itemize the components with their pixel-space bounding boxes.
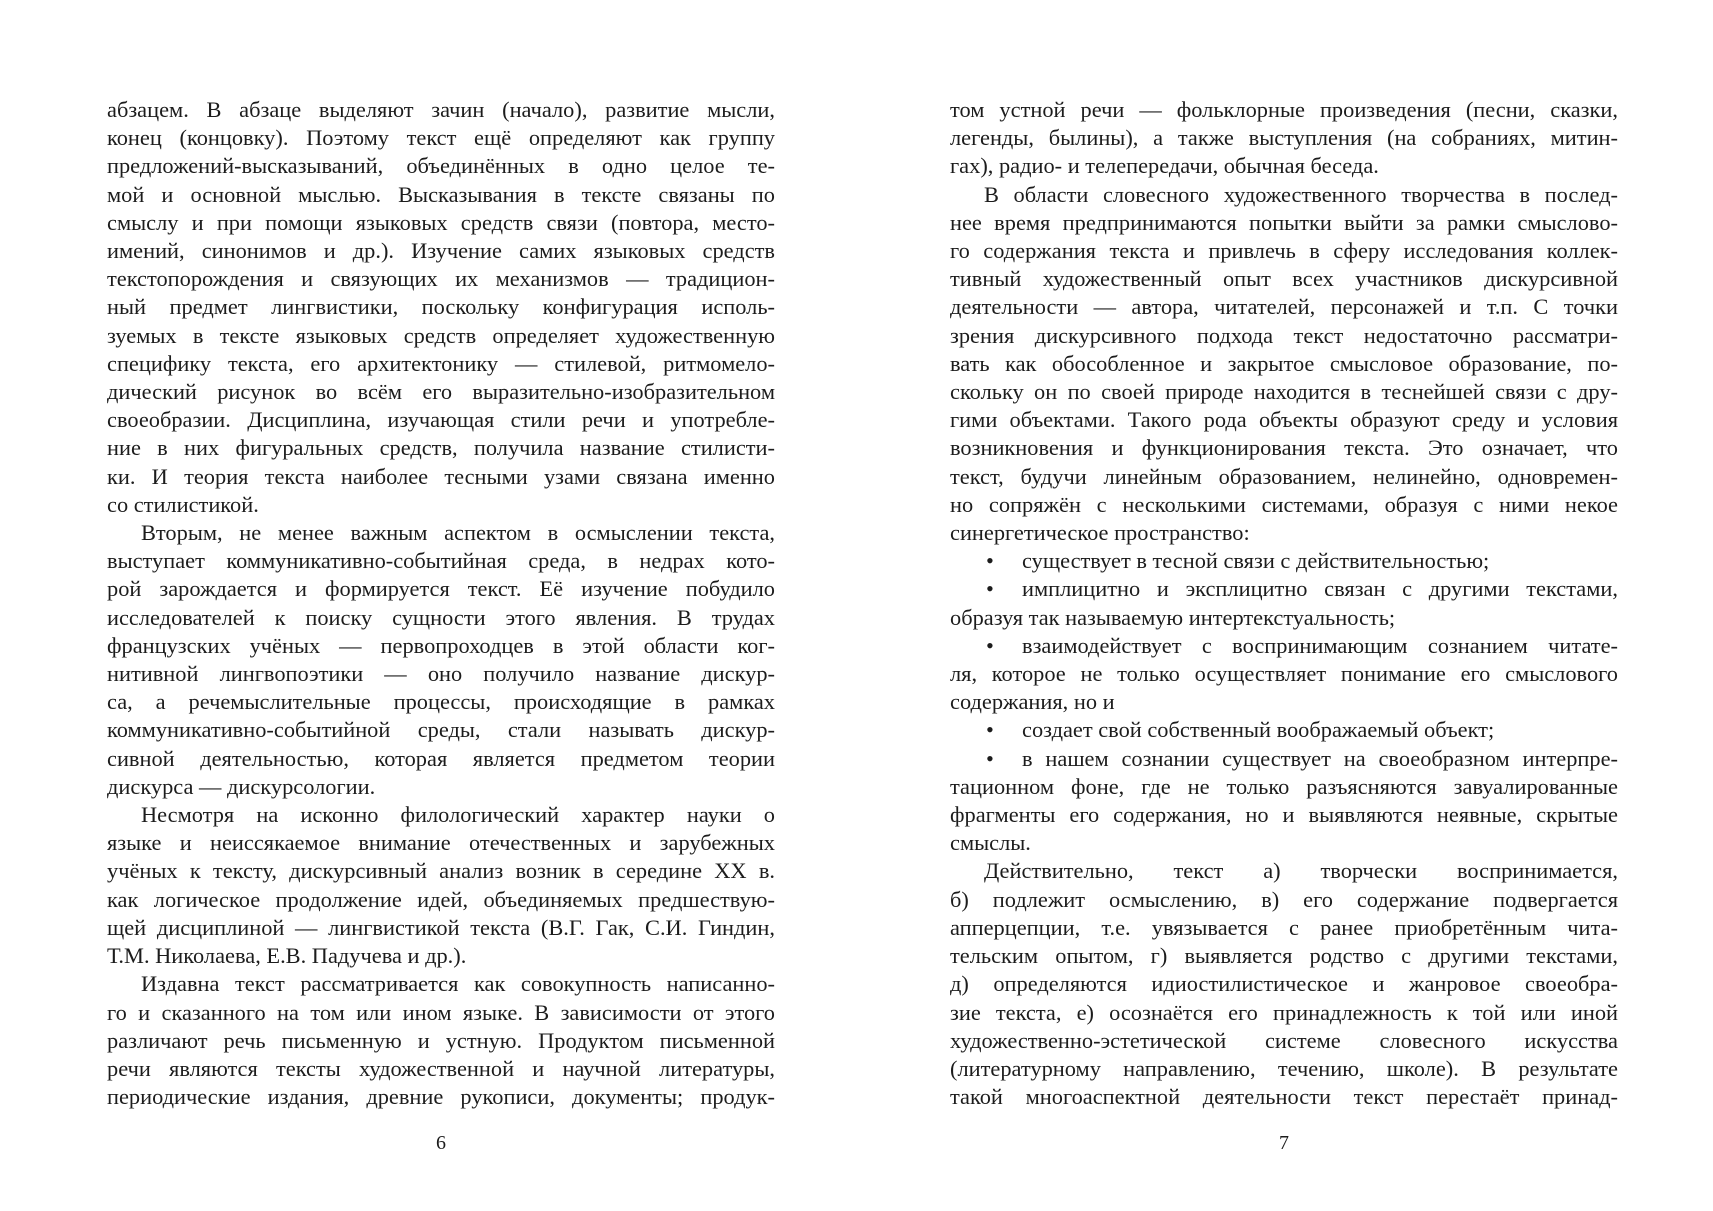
text-line: Действительно, текст а) творчески воспринимается, <box>984 858 1618 884</box>
text-line: скольку он по своей природе находится в теснейшей связи с дру- <box>950 379 1618 405</box>
text-line: В области словесного художественного творчества в послед- <box>984 181 1618 207</box>
text-line: своеобразии. Дисциплина, изучающая стили речи и употребле- <box>107 407 775 433</box>
text-line <box>950 745 1618 773</box>
text-line: легенды, былины), а также выступления (на собраниях, митин- <box>950 125 1618 151</box>
bullet-text: имплицитно и эксплицитно связан с другими текстами, <box>1022 576 1618 602</box>
text-line: го содержания текста и привлечь в сферу исследования коллек- <box>950 238 1618 264</box>
text-line: апперцепции, т.е. увязывается с ранее приобретённым чита- <box>950 914 1618 940</box>
text-line: предложений-высказываний, объединённых в одно целое те- <box>107 153 775 179</box>
text-line: исследователей к поиску сущности этого явления. В трудах <box>107 604 775 630</box>
bullet-text: создает свой собственный воображаемый объект; <box>1022 717 1495 743</box>
text-line: смыслу и при помощи языковых средств связи (повтора, место- <box>107 209 775 235</box>
text-line: выступает коммуникативно-событийная среда, в недрах кото- <box>107 548 775 574</box>
text-line: сивной деятельностью, которая является предметом теории <box>107 745 775 771</box>
text-line: тивный художественный опыт всех участников дискурсивной <box>950 266 1618 292</box>
text-line: со стилистикой. <box>107 491 259 517</box>
text-line: Вторым, не менее важным аспектом в осмыслении текста, <box>141 520 775 546</box>
text-line: такой многоаспектной деятельности текст перестаёт принад- <box>950 1084 1618 1110</box>
text-line: периодические издания, древние рукописи, документы; продук- <box>107 1084 775 1110</box>
paragraph <box>950 857 1618 1111</box>
text-line: тационном фоне, где не только разъясняются завуалированные <box>950 773 1618 799</box>
text-line: коммуникативно-событийной среды, стали называть дискур- <box>107 717 775 743</box>
text-line: фрагменты его содержания, но и выявляются неявные, скрытые <box>950 802 1618 828</box>
text-line: дический рисунок во всём его выразительно-изобразительном <box>107 379 775 405</box>
bullet-text: взаимодействует с воспринимающим сознанием читате- <box>1022 632 1618 658</box>
bullet-text: в нашем сознании существует на своеобразном интерпре- <box>1022 745 1618 771</box>
text-line: ки. И теория текста наиболее тесными узами связана именно <box>107 463 775 489</box>
bullet-item <box>950 575 1618 631</box>
text-line: нее время предпринимаются попытки выйти за рамки смыслово- <box>950 209 1618 235</box>
text-line <box>950 547 1618 575</box>
paragraph <box>107 519 775 801</box>
text-line: возникновения и функционирования текста. Это означает, что <box>950 435 1618 461</box>
bullet-icon: • <box>986 576 994 602</box>
bullet-icon: • <box>986 548 994 574</box>
text-line: д) определяются идиостилистическое и жанровое своеобра- <box>950 971 1618 997</box>
text-line: (литературному направлению, течению, школе). В результате <box>950 1055 1618 1081</box>
text-line: зие текста, е) осознаётся его принадлежность к той или иной <box>950 999 1618 1025</box>
left-page-body <box>107 96 775 1111</box>
text-line: образуя так называемую интертекстуальность; <box>950 604 1396 630</box>
text-line <box>950 716 1618 744</box>
text-line: Несмотря на исконно филологический характер науки о <box>141 802 775 828</box>
bullet-icon: • <box>986 632 994 658</box>
text-line: гими объектами. Такого рода объекты образуют среду и условия <box>950 407 1618 433</box>
text-line: ля, которое не только осуществляет понимание его смыслового <box>950 661 1618 687</box>
text-line: нитивной лингвопоэтики — оно получило название дискур- <box>107 661 775 687</box>
text-line: са, а речемыслительные процессы, происходящие в рамках <box>107 689 775 715</box>
page-number-left: 6 <box>436 1132 446 1154</box>
text-line: языке и неиссякаемое внимание отечественных и зарубежных <box>107 830 775 856</box>
text-line: тельским опытом, г) выявляется родство с другими текстами, <box>950 943 1618 969</box>
text-line: ние в них фигуральных средств, получила название стилисти- <box>107 435 775 461</box>
text-line <box>950 632 1618 660</box>
bullet-item <box>950 632 1618 717</box>
paragraph <box>107 801 775 970</box>
text-line: Издавна текст рассматривается как совокупность написанно- <box>141 971 775 997</box>
text-line <box>950 575 1618 603</box>
text-line: гах), радио- и телепередачи, обычная беседа. <box>950 153 1379 179</box>
paragraph <box>950 96 1618 181</box>
text-line: как логическое продолжение идей, объединяемых предшествую- <box>107 886 775 912</box>
text-line: зуемых в тексте языковых средств определяет художественную <box>107 322 775 348</box>
page-number-right: 7 <box>1279 1132 1289 1154</box>
text-line: го и сказанного на том или ином языке. В зависимости от этого <box>107 999 775 1025</box>
paragraph <box>950 181 1618 548</box>
text-line: художественно-эстетической системе словесного искусства <box>950 1027 1618 1053</box>
text-line: синергетическое пространство: <box>950 520 1250 546</box>
text-line: щей дисциплиной — лингвистикой текста (В.Г. Гак, С.И. Гиндин, <box>107 914 775 940</box>
bullet-icon: • <box>986 745 994 771</box>
text-line: рой зарождается и формируется текст. Её изучение побудило <box>107 576 775 602</box>
text-line: мой и основной мыслью. Высказывания в тексте связаны по <box>107 181 775 207</box>
text-line: смыслы. <box>950 830 1031 856</box>
text-line: речи являются тексты художественной и научной литературы, <box>107 1055 775 1081</box>
text-line: вать как обособленное и закрытое смысловое образование, по- <box>950 350 1618 376</box>
bullet-text: существует в тесной связи с действительностью; <box>1022 548 1490 574</box>
text-line: французских учёных — первопроходцев в этой области ког- <box>107 632 775 658</box>
paragraph <box>107 96 775 519</box>
text-line: абзацем. В абзаце выделяют зачин (начало), развитие мысли, <box>107 97 775 122</box>
bullet-icon: • <box>986 717 994 743</box>
text-line: деятельности — автора, читателей, персонажей и т.п. С точки <box>950 294 1618 320</box>
text-line: учёных к тексту, дискурсивный анализ возник в середине XX в. <box>107 858 775 884</box>
text-line: различают речь письменную и устную. Продуктом письменной <box>107 1027 775 1053</box>
text-line: том устной речи — фольклорные произведения (песни, сказки, <box>950 97 1618 122</box>
text-line: Т.М. Николаева, Е.В. Падучева и др.). <box>107 943 467 969</box>
right-page-body <box>950 96 1618 1111</box>
text-line: б) подлежит осмыслению, в) его содержание подвергается <box>950 886 1618 912</box>
bullet-item <box>950 745 1618 858</box>
text-line: зрения дискурсивного подхода текст недостаточно рассматри- <box>950 322 1618 348</box>
bullet-item <box>950 547 1618 575</box>
text-line: специфику текста, его архитектонику — стилевой, ритмомело- <box>107 350 775 376</box>
text-line: содержания, но и <box>950 689 1115 715</box>
text-line: имений, синонимов и др.). Изучение самих языковых средств <box>107 238 775 264</box>
text-line: конец (концовку). Поэтому текст ещё определяют как группу <box>107 125 775 151</box>
bullet-item <box>950 716 1618 744</box>
text-line: дискурса — дискурсологии. <box>107 773 376 799</box>
text-line: ный предмет лингвистики, поскольку конфигурация исполь- <box>107 294 775 320</box>
text-line: текст, будучи линейным образованием, нелинейно, одновремен- <box>950 463 1618 489</box>
text-line: текстопорождения и связующих их механизмов — традицион- <box>107 266 775 292</box>
paragraph <box>107 970 775 1111</box>
text-line: но сопряжён с несколькими системами, образуя с ними некое <box>950 491 1618 517</box>
